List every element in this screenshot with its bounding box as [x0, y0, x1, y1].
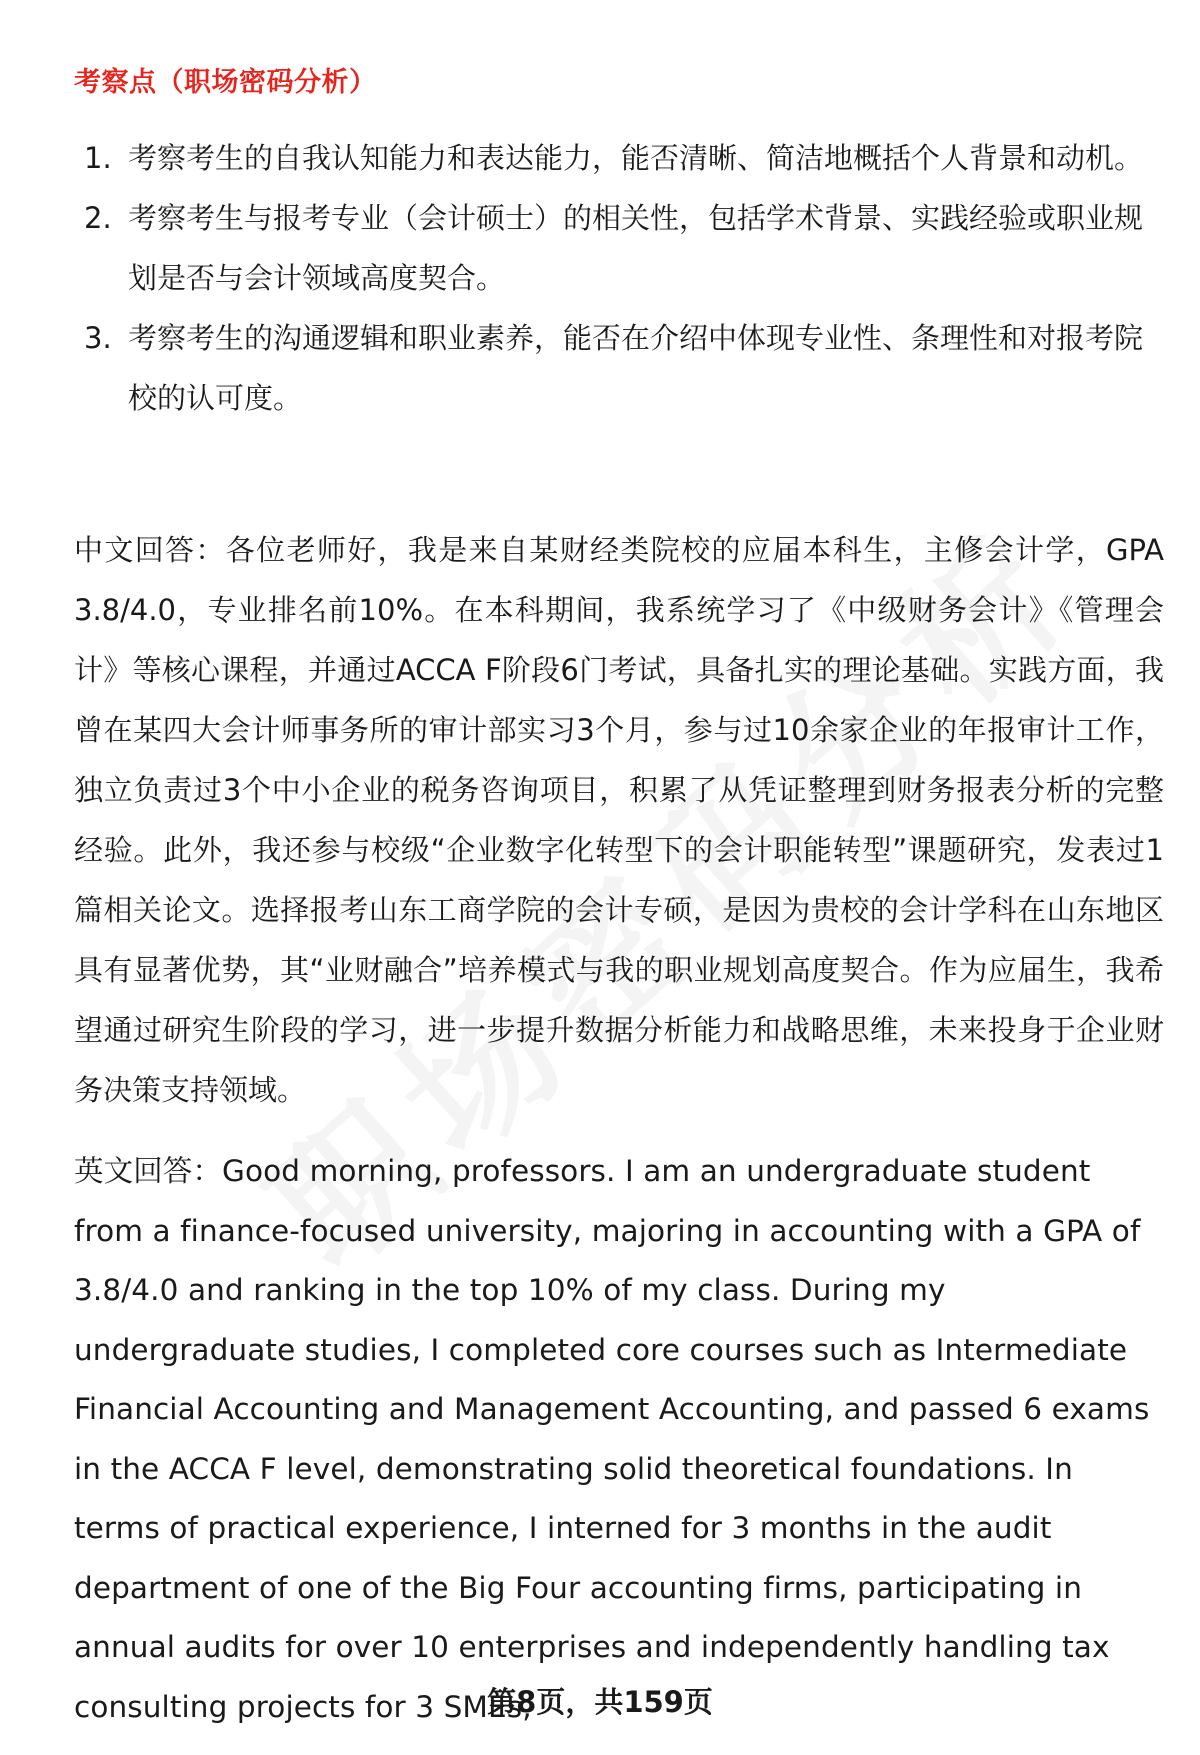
chinese-answer-text: 各位老师好，我是来自某财经类院校的应届本科生，主修会计学，GPA 3.8/4.0，专业排名前10%。在本科期间，我系统学习了《中级财务会计》《管理会计》等核心课程，并通过ACCA F阶段6门考试，具备扎实的理论基础。实践方面，我曾在某四大会计师事务所的审计部实习3个月，参与过10余家企业的年报审计工作，独立负责过3个中小企业的税务咨询项目，积累了从凭证整理到财务报表分析的完整经验。此外，我还参与校级“企业数字化转型下的会计职能转型”课题研究，发表过1篇相关论文。选择报考山东工商学院的会计专硕，是因为贵校的会计学科在山东地区具有显著优势，其“业财融合”培养模式与我的职业规划高度契合。作为应届生，我希望通过研究生阶段的学习，进一步提升数据分析能力和战略思维，未来投身于企业财务决策支持领域。	[74, 533, 1164, 1107]
section-title: 考察点（职场密码分析）	[74, 67, 377, 98]
list-item-text: 考察考生的自我认知能力和表达能力，能否清晰、简洁地概括个人背景和动机。	[128, 141, 1144, 175]
english-answer-text: Good morning, professors. I am an undergraduate student from a finance-focused university, majoring in accounting with a GPA of 3.8/4.0 and ranking in the top 10% of my class. During my undergraduate studies, I completed core courses such as Intermediate Financial Accounting and Management Accounting, and passed 6 exams in the ACCA F level, demonstrating solid theoretical foundations. In terms of practical experience, I interned for 3 months in the audit department of one of the Big Four accounting firms, participating in annual audits for over 10 enterprises and independently handling tax consulting projects for 3 SMEs,	[74, 1154, 1150, 1724]
list-item-text: 考察考生的沟通逻辑和职业素养，能否在介绍中体现专业性、条理性和对报考院校的认可度。	[128, 321, 1144, 415]
list-item-text: 考察考生与报考专业（会计硕士）的相关性，包括学术背景、实践经验或职业规划是否与会计领域高度契合。	[128, 201, 1144, 295]
assessment-points-list	[74, 128, 1154, 428]
chinese-answer-paragraph	[74, 520, 1164, 1120]
chinese-answer-label: 中文回答：	[74, 533, 226, 567]
list-item	[74, 308, 1154, 428]
english-answer-paragraph	[74, 1142, 1164, 1737]
list-item	[74, 188, 1154, 308]
list-item-number: 1.	[84, 141, 112, 175]
list-item-number: 3.	[84, 321, 112, 355]
english-answer-label: 英文回答：	[74, 1154, 223, 1188]
list-item-number: 2.	[84, 201, 112, 235]
page-number-footer: 第8页，共159页	[487, 1685, 713, 1719]
list-item	[74, 128, 1154, 188]
